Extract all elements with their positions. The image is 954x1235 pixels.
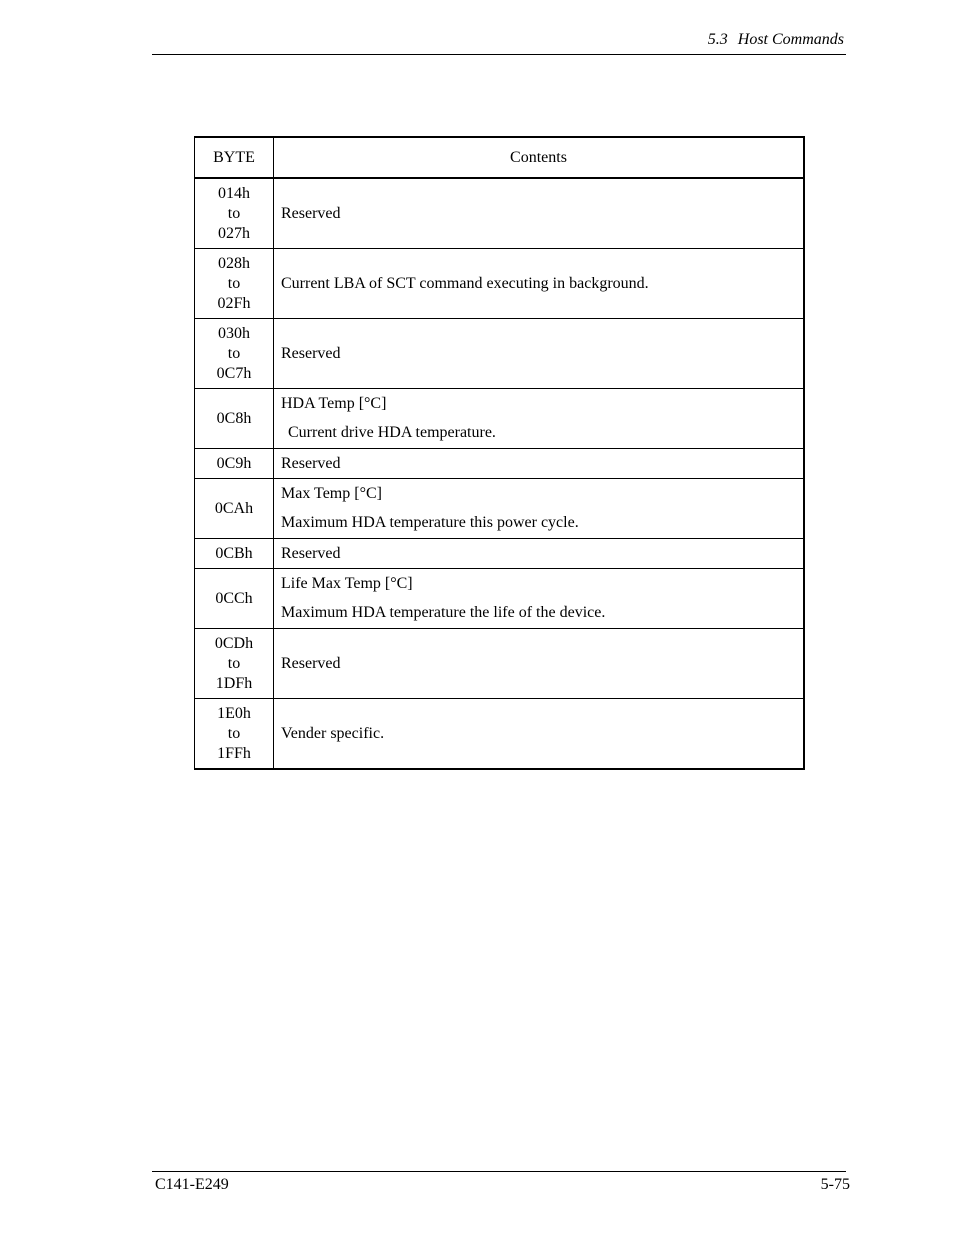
contents-cell: Reserved bbox=[274, 449, 805, 479]
contents-cell: Reserved bbox=[274, 629, 805, 699]
byte-start: 030h bbox=[218, 324, 250, 342]
byte-cell: 0CAh bbox=[195, 479, 274, 539]
contents-cell bbox=[274, 479, 805, 539]
table-row bbox=[195, 699, 805, 770]
byte-end: 02Fh bbox=[217, 294, 251, 312]
table-row bbox=[195, 249, 805, 319]
contents-cell bbox=[274, 389, 805, 449]
contents-cell: Reserved bbox=[274, 319, 805, 389]
byte-start: 014h bbox=[218, 184, 250, 202]
byte-cell bbox=[195, 249, 274, 319]
table-row bbox=[195, 449, 805, 479]
byte-to: to bbox=[227, 724, 241, 742]
field-description: Current drive HDA temperature. bbox=[288, 424, 496, 441]
byte-end: 0C7h bbox=[216, 364, 252, 382]
table-row bbox=[195, 569, 805, 629]
byte-to: to bbox=[227, 654, 241, 672]
column-header-contents: Contents bbox=[274, 137, 805, 178]
byte-cell: 0C9h bbox=[195, 449, 274, 479]
byte-cell bbox=[195, 629, 274, 699]
header-rule bbox=[152, 54, 846, 55]
field-title: HDA Temp [°C] bbox=[281, 395, 387, 412]
byte-cell: 0CBh bbox=[195, 539, 274, 569]
byte-cell: 0C8h bbox=[195, 389, 274, 449]
byte-start: 0CDh bbox=[214, 634, 254, 652]
byte-start: 028h bbox=[218, 254, 250, 272]
section-number: 5.3 bbox=[707, 31, 728, 48]
table-row bbox=[195, 539, 805, 569]
table-header-row bbox=[195, 137, 805, 178]
byte-to: to bbox=[227, 344, 241, 362]
contents-cell: Reserved bbox=[274, 539, 805, 569]
table-row bbox=[195, 178, 805, 249]
field-title: Max Temp [°C] bbox=[281, 485, 382, 502]
byte-cell: 0CCh bbox=[195, 569, 274, 629]
table-row bbox=[195, 389, 805, 449]
byte-start: 1E0h bbox=[217, 704, 251, 722]
table-row bbox=[195, 479, 805, 539]
table-row bbox=[195, 319, 805, 389]
contents-cell: Current LBA of SCT command executing in background. bbox=[274, 249, 805, 319]
field-title: Life Max Temp [°C] bbox=[281, 575, 413, 592]
byte-end: 1FFh bbox=[217, 744, 251, 762]
byte-to: to bbox=[227, 274, 241, 292]
footer-rule bbox=[152, 1171, 846, 1172]
byte-end: 1DFh bbox=[215, 674, 253, 692]
running-header bbox=[708, 31, 844, 49]
byte-cell bbox=[195, 699, 274, 770]
contents-cell: Vender specific. bbox=[274, 699, 805, 770]
document-id: C141-E249 bbox=[155, 1176, 229, 1193]
byte-end: 027h bbox=[218, 224, 250, 242]
byte-to: to bbox=[227, 204, 241, 222]
contents-cell: Reserved bbox=[274, 178, 805, 249]
field-description: Maximum HDA temperature the life of the device. bbox=[281, 604, 606, 621]
page-number: 5-75 bbox=[820, 1176, 850, 1193]
field-description: Maximum HDA temperature this power cycle. bbox=[281, 514, 579, 531]
column-header-byte: BYTE bbox=[195, 137, 274, 178]
table-row bbox=[195, 629, 805, 699]
byte-cell bbox=[195, 319, 274, 389]
byte-cell bbox=[195, 178, 274, 249]
contents-cell bbox=[274, 569, 805, 629]
byte-contents-table bbox=[194, 136, 805, 770]
section-title: Host Commands bbox=[737, 31, 844, 48]
